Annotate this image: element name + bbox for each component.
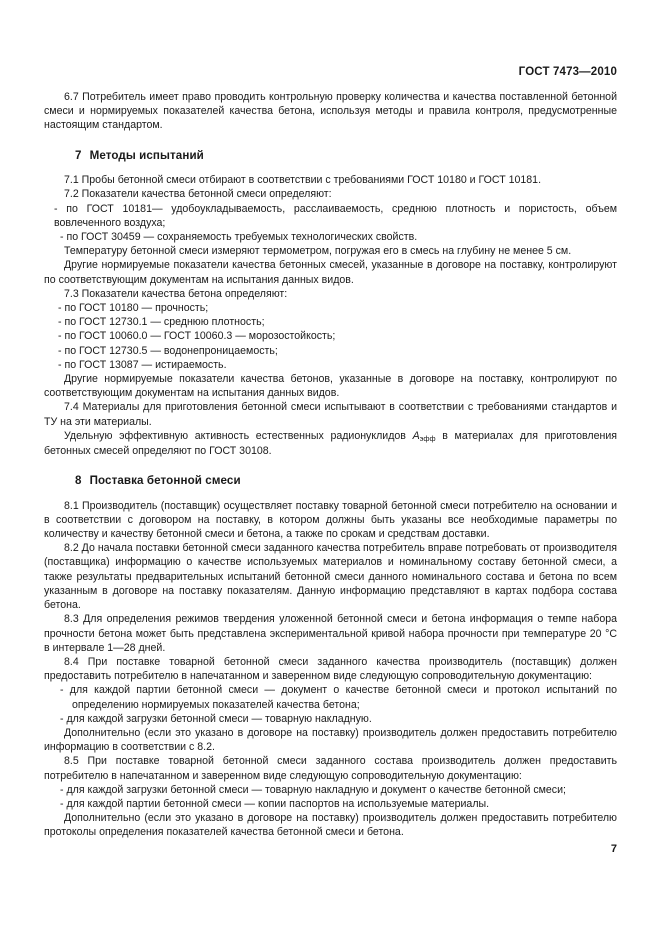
heading-section-7-title: Методы испытаний <box>89 148 204 162</box>
spacer <box>44 133 617 149</box>
spacer <box>44 458 617 474</box>
page-content-column <box>44 90 617 840</box>
paragraph-8-4-note: Дополнительно (если это указано в договоре на поставку) производитель должен предоставить потребителю информацию в соответствии с 8.2. <box>44 726 617 754</box>
heading-section-7 <box>44 149 617 164</box>
paragraph-8-5-note: Дополнительно (если это указано в договоре на поставку) производитель должен предоставить потребителю протоколы определения показателей качества бетонной смеси и бетона. <box>44 812 617 839</box>
list-item-7-3-5: - по ГОСТ 13087 — истираемость. <box>58 358 227 371</box>
list-item-8-4-1: - для каждой партии бетонной смеси — документ о качестве бетонной смеси и протокол испытаний по определению нормируемых показателей качества бетона; <box>60 684 617 711</box>
list-item-8-5-1: - для каждой загрузки бетонной смеси — товарную накладную и документ о качестве бетонной смеси; <box>60 783 566 796</box>
heading-section-7-number: 7 <box>75 148 82 162</box>
paragraph-6-7: 6.7 Потребитель имеет право проводить контрольную проверку количества и качества поставленной бетонной смеси и нормируемых показателей качества бетона, используя методы и правила контроля, предусмотренные настоящим стандартом. <box>44 91 617 132</box>
list-item-7-2-2: - по ГОСТ 30459 — сохраняемость требуемых технологических свойств. <box>60 230 418 243</box>
formula-a-eff <box>413 430 436 442</box>
paragraph-8-1: 8.1 Производитель (поставщик) осуществляет поставку товарной бетонной смеси потребителю на основании и в соответствии с договором на поставку, в котором должны быть указаны все необходимые параметры по количеству и качеству бетонной смеси и бетона, а также по срокам и средствам доставки. <box>44 499 617 541</box>
paragraph-8-4: 8.4 При поставке товарной бетонной смеси заданного качества производитель (поставщик) должен предоставить потребителю в напечатанном и заверенном виде следующую сопроводительную документацию: <box>44 655 617 683</box>
paragraph-7-4: 7.4 Материалы для приготовления бетонной смеси испытывают в соответствии с требованиями стандартов и ТУ на эти материалы. <box>44 401 617 428</box>
heading-section-8 <box>44 474 617 489</box>
list-item-7-3-2: - по ГОСТ 12730.1 — среднюю плотность; <box>58 316 265 329</box>
page-running-head <box>44 62 617 78</box>
list-item-7-2-1: - по ГОСТ 10181— удобоукладываемость, расслаиваемость, среднюю плотность и пористость, объем вовлеченного воздуха; <box>54 202 617 229</box>
standard-id-label: ГОСТ 7473—2010 <box>518 66 617 78</box>
heading-section-8-title: Поставка бетонной смеси <box>89 474 241 488</box>
list-item-7-3-3: - по ГОСТ 10060.0 — ГОСТ 10060.3 — морозостойкость; <box>58 330 336 343</box>
paragraph-7-3-other: Другие нормируемые показатели качества бетонов, указанные в договоре на поставку, контролируют по соответствующим документам на испытания данных видов. <box>44 372 617 400</box>
paragraph-7-2: 7.2 Показатели качества бетонной смеси определяют: <box>64 188 332 201</box>
list-item-7-3-4: - по ГОСТ 12730.5 — водонепроницаемость; <box>58 344 278 357</box>
list-item-8-5-2: - для каждой партии бетонной смеси — копии паспортов на используемые материалы. <box>60 797 490 810</box>
list-item-7-3-1: - по ГОСТ 10180 — прочность; <box>58 301 209 314</box>
paragraph-7-2-note: Температуру бетонной смеси измеряют термометром, погружая его в смесь на глубину не менее 5 см. <box>64 245 572 258</box>
list-item-8-4-2: - для каждой загрузки бетонной смеси — товарную накладную. <box>60 712 372 725</box>
page-number: 7 <box>610 843 617 855</box>
heading-section-8-number: 8 <box>75 474 82 488</box>
formula-variable: A <box>412 429 420 442</box>
paragraph-7-3: 7.3 Показатели качества бетона определяют: <box>64 287 288 300</box>
paragraph-8-5: 8.5 При поставке товарной бетонной смеси заданного состава производитель должен предоставить потребителю в напечатанном и заверенном виде следующую сопроводительную документацию: <box>44 755 617 782</box>
paragraph-7-4-note-after: в материалах для приготовления бетонных смесей определяют по ГОСТ 30108. <box>44 429 618 457</box>
paragraph-7-4-note <box>44 429 617 458</box>
spacer <box>44 489 617 499</box>
paragraph-7-4-note-before: Удельную эффективную активность естественных радионуклидов <box>64 429 413 442</box>
paragraph-7-1: 7.1 Пробы бетонной смеси отбирают в соответствии с требованиями ГОСТ 10180 и ГОСТ 10181. <box>64 174 542 187</box>
paragraph-8-3: 8.3 Для определения режимов твердения уложенной бетонной смеси и бетона информация о темпе набора прочности бетона может быть представлена экспериментальной кривой набора прочности при температуре 20 °С в интервале 1—28 дней. <box>44 613 617 654</box>
paragraph-7-2-other: Другие нормируемые показатели качества бетонных смесей, указанные в договоре на поставку, контролируют по соответствующим документам на испытания данных видов. <box>44 259 617 286</box>
paragraph-8-2: 8.2 До начала поставки бетонной смеси заданного качества потребитель вправе потребовать от производителя (поставщика) информацию о качестве используемых материалов и номинальному составу бетонной смеси, а также результаты предварительных испытаний бетонной смеси данного номинального состава и бетона по всем указанным в договоре на поставку показателям. Данную информацию представляют в картах подбора состава бетона. <box>44 542 617 612</box>
spacer <box>44 163 617 173</box>
formula-subscript: эфф <box>419 434 436 444</box>
